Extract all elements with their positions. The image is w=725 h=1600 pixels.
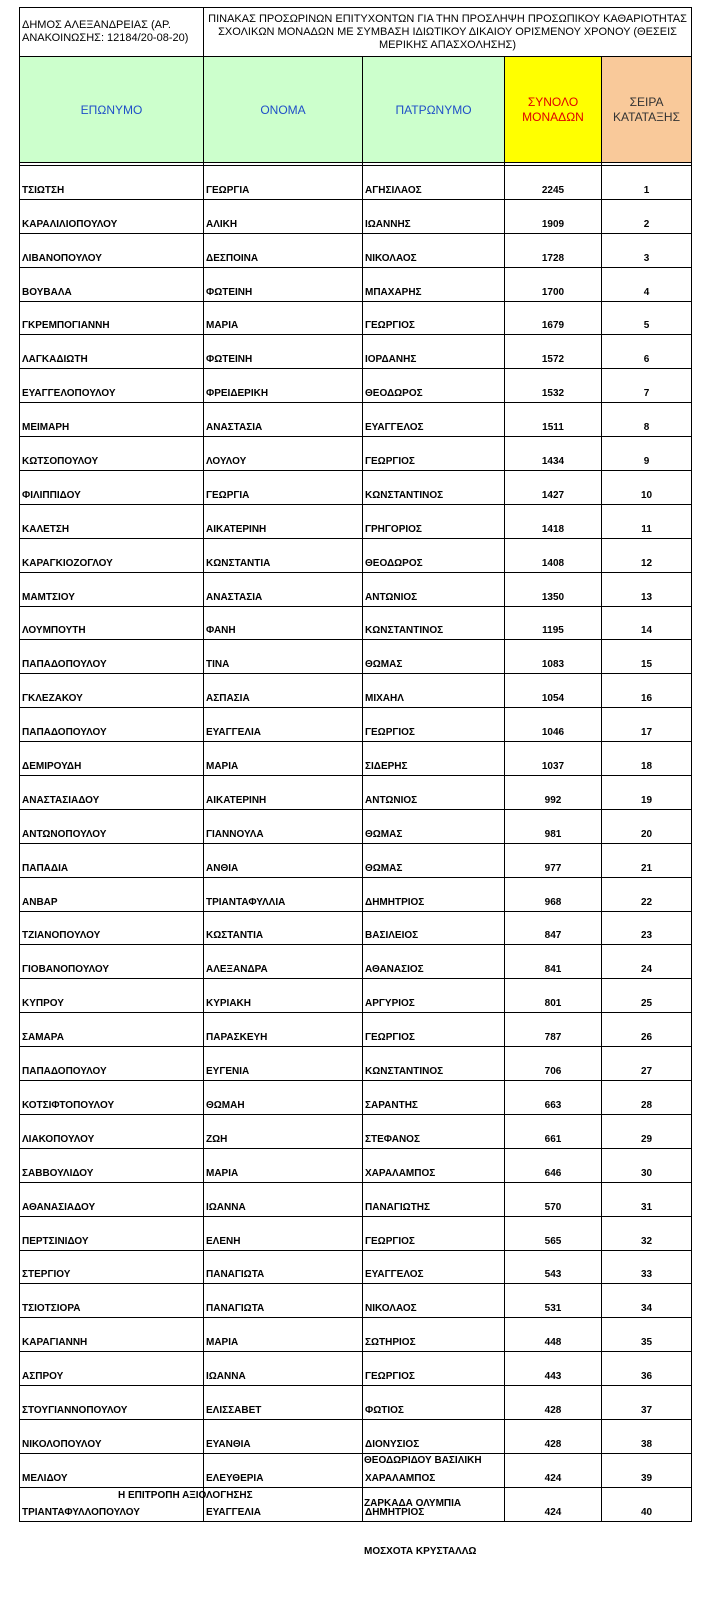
surname-cell: ΠΑΠΑΔΙΑ [20,843,204,877]
name-cell: ΑΝΑΣΤΑΣΙΑ [204,572,363,606]
rank-cell: 9 [602,437,692,471]
rank-cell: 13 [602,572,692,606]
committee-member: ΖΑΡΚΑΔΑ ΟΛΥΜΠΙΑ [364,1498,462,1509]
rank-cell: 27 [602,1047,692,1081]
name-cell: ΓΕΩΡΓΙΑ [204,166,363,200]
father-name-cell: ΜΙΧΑΗΛ [363,674,505,708]
rank-cell: 4 [602,267,692,301]
table-row [20,1487,692,1521]
father-name-cell: ΘΩΜΑΣ [363,843,505,877]
name-cell: ΑΝΑΣΤΑΣΙΑ [204,403,363,437]
father-name-cell: ΚΩΝΣΤΑΝΤΙΝΟΣ [363,606,505,640]
name-cell: ΦΑΝΗ [204,606,363,640]
rank-cell: 30 [602,1148,692,1182]
rank-cell: 20 [602,809,692,843]
father-name-cell: ΧΑΡΑΛΑΜΠΟΣ [363,1148,505,1182]
surname-cell: ΜΕΙΜΑΡΗ [20,403,204,437]
rank-cell: 17 [602,708,692,742]
column-header-surname: ΕΠΩΝΥΜΟ [20,57,204,163]
father-name-cell: ΑΝΤΩΝΙΟΣ [363,776,505,810]
name-cell: ΑΝΘΙΑ [204,843,363,877]
surname-cell: ΤΖΙΑΝΟΠΟΥΛΟΥ [20,911,204,945]
name-cell: ΜΑΡΙΑ [204,1148,363,1182]
total-points-cell: 2245 [505,166,602,200]
table-row [20,1453,692,1487]
rank-cell: 29 [602,1114,692,1148]
name-cell: ΚΥΡΙΑΚΗ [204,979,363,1013]
rank-cell: 19 [602,776,692,810]
name-cell: ΜΑΡΙΑ [204,742,363,776]
total-points-cell: 443 [505,1352,602,1386]
table-row [20,1216,692,1250]
father-name-cell: ΘΕΟΔΩΡΟΣ [363,538,505,572]
total-points-cell: 570 [505,1182,602,1216]
father-name-cell: ΑΡΓΥΡΙΟΣ [363,979,505,1013]
father-name-cell: ΝΙΚΟΛΑΟΣ [363,1284,505,1318]
name-cell: ΑΙΚΑΤΕΡΙΝΗ [204,776,363,810]
name-cell: ΕΥΓΕΝΙΑ [204,1047,363,1081]
table-row [20,1047,692,1081]
surname-cell: ΑΝΑΣΤΑΣΙΑΔΟΥ [20,776,204,810]
surname-cell: ΓΚΡΕΜΠΟΓΙΑΝΝΗ [20,301,204,335]
name-cell: ΑΙΚΑΤΕΡΙΝΗ [204,504,363,538]
surname-cell: ΤΣΙΟΤΣΙΟΡΑ [20,1284,204,1318]
name-cell: ΑΛΕΞΑΝΔΡΑ [204,945,363,979]
committee-member: ΘΕΟΔΩΡΙΔΟΥ ΒΑΣΙΛΙΚΗ [364,1455,482,1466]
surname-cell: ΠΑΠΑΔΟΠΟΥΛΟΥ [20,1047,204,1081]
rank-cell: 32 [602,1216,692,1250]
total-points-cell: 424 [505,1453,602,1487]
rank-cell: 10 [602,471,692,505]
total-points-cell: 661 [505,1114,602,1148]
column-header-father-name: ΠΑΤΡΩΝΥΜΟ [363,57,505,163]
name-cell: ΚΩΣΤΑΝΤΙΑ [204,911,363,945]
rank-cell: 22 [602,877,692,911]
father-name-cell: ΔΗΜΗΤΡΙΟΣ [363,1487,505,1521]
document-header-row [20,8,692,57]
surname-cell: ΣΑΜΑΡΑ [20,1013,204,1047]
father-name-cell: ΚΩΝΣΤΑΝΤΙΝΟΣ [363,471,505,505]
father-name-cell: ΝΙΚΟΛΑΟΣ [363,233,505,267]
name-cell: ΖΩΗ [204,1114,363,1148]
surname-cell: ΚΑΛΕΤΣΗ [20,504,204,538]
table-row [20,809,692,843]
results-table [19,7,692,1522]
name-cell: ΕΛΙΣΣΑΒΕΤ [204,1386,363,1420]
name-cell: ΘΩΜΑΗ [204,1081,363,1115]
rank-cell: 6 [602,335,692,369]
total-points-cell: 1195 [505,606,602,640]
column-header-rank-line2: ΚΑΤΑΤΑΞΗΣ [613,109,681,124]
rank-cell: 15 [602,640,692,674]
name-cell: ΕΛΕΥΘΕΡΙΑ [204,1453,363,1487]
surname-cell: ΕΥΑΓΓΕΛΟΠΟΥΛΟΥ [20,369,204,403]
column-header-row [20,57,692,163]
father-name-cell: ΘΕΟΔΩΡΟΣ [363,369,505,403]
total-points-cell: 663 [505,1081,602,1115]
father-name-cell: ΕΥΑΓΓΕΛΟΣ [363,403,505,437]
name-cell: ΕΛΕΝΗ [204,1216,363,1250]
total-points-cell: 847 [505,911,602,945]
table-row [20,504,692,538]
rank-cell: 8 [602,403,692,437]
rank-cell: 3 [602,233,692,267]
rank-cell: 23 [602,911,692,945]
name-cell: ΦΩΤΕΙΝΗ [204,267,363,301]
document [19,7,691,1522]
name-cell: ΕΥΑΓΓΕΛΙΑ [204,708,363,742]
rank-cell: 14 [602,606,692,640]
surname-cell: ΜΕΛΙΔΟΥ [20,1453,204,1487]
father-name-cell: ΑΘΑΝΑΣΙΟΣ [363,945,505,979]
table-row [20,843,692,877]
surname-cell: ΣΤΕΡΓΙΟΥ [20,1250,204,1284]
rank-cell: 24 [602,945,692,979]
table-row [20,1013,692,1047]
total-points-cell: 448 [505,1318,602,1352]
municipality-announcement: ΔΗΜΟΣ ΑΛΕΞΑΝΔΡΕΙΑΣ (ΑΡ. ΑΝΑΚΟΙΝΩΣΗΣ: 12184/20-08-20) [20,8,204,57]
total-points-cell: 565 [505,1216,602,1250]
name-cell: ΜΑΡΙΑ [204,301,363,335]
total-points-cell: 1083 [505,640,602,674]
total-points-cell: 801 [505,979,602,1013]
rank-cell: 40 [602,1487,692,1521]
rank-cell: 12 [602,538,692,572]
name-cell: ΤΡΙΑΝΤΑΦΥΛΛΙΑ [204,877,363,911]
father-name-cell: ΕΥΑΓΓΕΛΟΣ [363,1250,505,1284]
name-cell: ΠΑΡΑΣΚΕΥΗ [204,1013,363,1047]
name-cell: ΓΕΩΡΓΙΑ [204,471,363,505]
surname-cell: ΑΘΑΝΑΣΙΑΔΟΥ [20,1182,204,1216]
rank-cell: 26 [602,1013,692,1047]
table-row [20,674,692,708]
table-row [20,301,692,335]
father-name-cell: ΠΑΝΑΓΙΩΤΗΣ [363,1182,505,1216]
rank-cell: 16 [602,674,692,708]
table-row [20,1250,692,1284]
table-row [20,1386,692,1420]
committee-member: ΜΟΣΧΟΤΑ ΚΡΥΣΤΑΛΛΩ [364,1546,477,1557]
total-points-cell: 981 [505,809,602,843]
name-cell: ΕΥΑΝΘΙΑ [204,1419,363,1453]
rank-cell: 35 [602,1318,692,1352]
rank-cell: 36 [602,1352,692,1386]
column-header-total-points-line2: ΜΟΝΑΔΩΝ [522,109,584,124]
name-cell: ΕΥΑΓΓΕΛΙΑ [204,1487,363,1521]
total-points-cell: 1511 [505,403,602,437]
father-name-cell: ΜΠΑΧΑΡΗΣ [363,267,505,301]
father-name-cell: ΓΕΩΡΓΙΟΣ [363,1216,505,1250]
rank-cell: 39 [602,1453,692,1487]
father-name-cell: ΑΓΗΣΙΛΑΟΣ [363,166,505,200]
father-name-cell: ΚΩΝΣΤΑΝΤΙΝΟΣ [363,1047,505,1081]
total-points-cell: 1700 [505,267,602,301]
rank-cell: 38 [602,1419,692,1453]
table-row [20,911,692,945]
table-row [20,437,692,471]
total-points-cell: 1434 [505,437,602,471]
name-cell: ΠΑΝΑΓΙΩΤΑ [204,1250,363,1284]
name-cell: ΓΙΑΝΝΟΥΛΑ [204,809,363,843]
surname-cell: ΚΥΠΡΟΥ [20,979,204,1013]
rank-cell: 11 [602,504,692,538]
column-header-name: ΟΝΟΜΑ [204,57,363,163]
table-row [20,979,692,1013]
table-row [20,1114,692,1148]
surname-cell: ΠΕΡΤΣΙΝΙΔΟΥ [20,1216,204,1250]
surname-cell: ΓΙΟΒΑΝΟΠΟΥΛΟΥ [20,945,204,979]
committee-label: Η ΕΠΙΤΡΟΠΗ ΑΞΙΟΛΟΓΗΣΗΣ [118,1490,253,1501]
father-name-cell: ΒΑΣΙΛΕΙΟΣ [363,911,505,945]
total-points-cell: 787 [505,1013,602,1047]
father-name-cell: ΦΩΤΙΟΣ [363,1386,505,1420]
father-name-cell: ΣΩΤΗΡΙΟΣ [363,1318,505,1352]
surname-cell: ΝΙΚΟΛΟΠΟΥΛΟΥ [20,1419,204,1453]
table-row [20,572,692,606]
column-header-total-points [505,57,602,163]
column-header-rank [602,57,692,163]
surname-cell: ΣΑΒΒΟΥΛΙΔΟΥ [20,1148,204,1182]
father-name-cell: ΓΕΩΡΓΙΟΣ [363,301,505,335]
total-points-cell: 841 [505,945,602,979]
table-row [20,877,692,911]
table-row [20,538,692,572]
name-cell: ΑΣΠΑΣΙΑ [204,674,363,708]
father-name-cell: ΓΕΩΡΓΙΟΣ [363,437,505,471]
rank-cell: 37 [602,1386,692,1420]
table-row [20,945,692,979]
father-name-cell: ΘΩΜΑΣ [363,640,505,674]
father-name-cell: ΧΑΡΑΛΑΜΠΟΣ [363,1453,505,1487]
table-row [20,776,692,810]
table-row [20,166,692,200]
table-row [20,1148,692,1182]
table-row [20,369,692,403]
table-row [20,1318,692,1352]
rank-cell: 34 [602,1284,692,1318]
surname-cell: ΑΣΠΡΟΥ [20,1352,204,1386]
rank-cell: 1 [602,166,692,200]
total-points-cell: 977 [505,843,602,877]
father-name-cell: ΣΤΕΦΑΝΟΣ [363,1114,505,1148]
rank-cell: 25 [602,979,692,1013]
table-row [20,335,692,369]
total-points-cell: 1037 [505,742,602,776]
father-name-cell: ΔΗΜΗΤΡΙΟΣ [363,877,505,911]
rank-cell: 28 [602,1081,692,1115]
name-cell: ΠΑΝΑΓΙΩΤΑ [204,1284,363,1318]
name-cell: ΚΩΝΣΤΑΝΤΙΑ [204,538,363,572]
name-cell: ΦΡΕΙΔΕΡΙΚΗ [204,369,363,403]
total-points-cell: 968 [505,877,602,911]
surname-cell: ΠΑΠΑΔΟΠΟΥΛΟΥ [20,640,204,674]
surname-cell: ΤΣΙΩΤΣΗ [20,166,204,200]
table-row [20,606,692,640]
table-row [20,1182,692,1216]
name-cell: ΑΛΙΚΗ [204,199,363,233]
total-points-cell: 424 [505,1487,602,1521]
total-points-cell: 1909 [505,199,602,233]
surname-cell: ΒΟΥΒΑΛΑ [20,267,204,301]
total-points-cell: 1427 [505,471,602,505]
name-cell: ΙΩΑΝΝΑ [204,1182,363,1216]
table-row [20,403,692,437]
document-title: ΠΙΝΑΚΑΣ ΠΡΟΣΩΡΙΝΩΝ ΕΠΙΤΥΧΟΝΤΩΝ ΓΙΑ ΤΗΝ ΠΡΟΣΛΗΨΗ ΠΡΟΣΩΠΙΚΟΥ ΚΑΘΑΡΙΟΤΗΤΑΣ ΣΧΟΛΙΚΩΝ ΜΟΝΑΔΩΝ ΜΕ ΣΥΜΒΑΣΗ ΙΔΙΩΤΙΚΟΥ ΔΙΚΑΙΟΥ ΟΡΙΣΜΕΝΟΥ ΧΡΟΝΟΥ (ΘΕΣΕΙΣ ΜΕΡΙΚΗΣ ΑΠΑΣΧΟΛΗΣΗΣ) [204,8,692,57]
rank-cell: 33 [602,1250,692,1284]
father-name-cell: ΘΩΜΑΣ [363,809,505,843]
table-row [20,1081,692,1115]
name-cell: ΤΙΝΑ [204,640,363,674]
rank-cell: 2 [602,199,692,233]
table-row [20,1352,692,1386]
name-cell: ΦΩΤΕΙΝΗ [204,335,363,369]
table-row [20,1284,692,1318]
total-points-cell: 428 [505,1386,602,1420]
father-name-cell: ΓΕΩΡΓΙΟΣ [363,708,505,742]
rank-cell: 5 [602,301,692,335]
name-cell: ΔΕΣΠΟΙΝΑ [204,233,363,267]
total-points-cell: 706 [505,1047,602,1081]
name-cell: ΙΩΑΝΝΑ [204,1352,363,1386]
surname-cell: ΚΑΡΑΛΙΛΙΟΠΟΥΛΟΥ [20,199,204,233]
surname-cell: ΚΩΤΣΟΠΟΥΛΟΥ [20,437,204,471]
total-points-cell: 1054 [505,674,602,708]
father-name-cell: ΓΕΩΡΓΙΟΣ [363,1013,505,1047]
father-name-cell: ΓΡΗΓΟΡΙΟΣ [363,504,505,538]
total-points-cell: 543 [505,1250,602,1284]
total-points-cell: 1046 [505,708,602,742]
table-row [20,742,692,776]
surname-cell: ΜΑΜΤΣΙΟΥ [20,572,204,606]
total-points-cell: 992 [505,776,602,810]
rank-cell: 18 [602,742,692,776]
father-name-cell: ΙΟΡΔΑΝΗΣ [363,335,505,369]
father-name-cell: ΣΙΔΕΡΗΣ [363,742,505,776]
total-points-cell: 1532 [505,369,602,403]
surname-cell: ΚΟΤΣΙΦΤΟΠΟΥΛΟΥ [20,1081,204,1115]
surname-cell: ΔΕΜΙΡΟΥΔΗ [20,742,204,776]
surname-cell: ΤΡΙΑΝΤΑΦΥΛΛΟΠΟΥΛΟΥ [20,1487,204,1521]
surname-cell: ΚΑΡΑΓΚΙΟΖΟΓΛΟΥ [20,538,204,572]
total-points-cell: 1350 [505,572,602,606]
rank-cell: 21 [602,843,692,877]
surname-cell: ΑΝΤΩΝΟΠΟΥΛΟΥ [20,809,204,843]
total-points-cell: 1418 [505,504,602,538]
rank-cell: 7 [602,369,692,403]
surname-cell: ΚΑΡΑΓΙΑΝΝΗ [20,1318,204,1352]
father-name-cell: ΣΑΡΑΝΤΗΣ [363,1081,505,1115]
name-cell: ΛΟΥΛΟΥ [204,437,363,471]
total-points-cell: 1572 [505,335,602,369]
name-cell: ΜΑΡΙΑ [204,1318,363,1352]
table-row [20,267,692,301]
father-name-cell: ΙΩΑΝΝΗΣ [363,199,505,233]
father-name-cell: ΔΙΟΝΥΣΙΟΣ [363,1419,505,1453]
total-points-cell: 646 [505,1148,602,1182]
total-points-cell: 1728 [505,233,602,267]
surname-cell: ΑΝΒΑΡ [20,877,204,911]
table-row [20,1419,692,1453]
surname-cell: ΛΙΒΑΝΟΠΟΥΛΟΥ [20,233,204,267]
table-row [20,708,692,742]
surname-cell: ΛΙΑΚΟΠΟΥΛΟΥ [20,1114,204,1148]
total-points-cell: 531 [505,1284,602,1318]
surname-cell: ΦΙΛΙΠΠΙΔΟΥ [20,471,204,505]
table-row [20,199,692,233]
father-name-cell: ΑΝΤΩΝΙΟΣ [363,572,505,606]
surname-cell: ΣΤΟΥΓΙΑΝΝΟΠΟΥΛΟΥ [20,1386,204,1420]
table-row [20,233,692,267]
father-name-cell: ΓΕΩΡΓΙΟΣ [363,1352,505,1386]
surname-cell: ΓΚΛΕΖΑΚΟΥ [20,674,204,708]
rank-cell: 31 [602,1182,692,1216]
surname-cell: ΛΑΓΚΑΔΙΩΤΗ [20,335,204,369]
column-header-rank-line1: ΣΕΙΡΑ [629,94,664,109]
total-points-cell: 1679 [505,301,602,335]
total-points-cell: 1408 [505,538,602,572]
column-header-total-points-line1: ΣΥΝΟΛΟ [527,94,579,109]
table-row [20,640,692,674]
surname-cell: ΛΟΥΜΠΟΥΤΗ [20,606,204,640]
total-points-cell: 428 [505,1419,602,1453]
surname-cell: ΠΑΠΑΔΟΠΟΥΛΟΥ [20,708,204,742]
table-row [20,471,692,505]
